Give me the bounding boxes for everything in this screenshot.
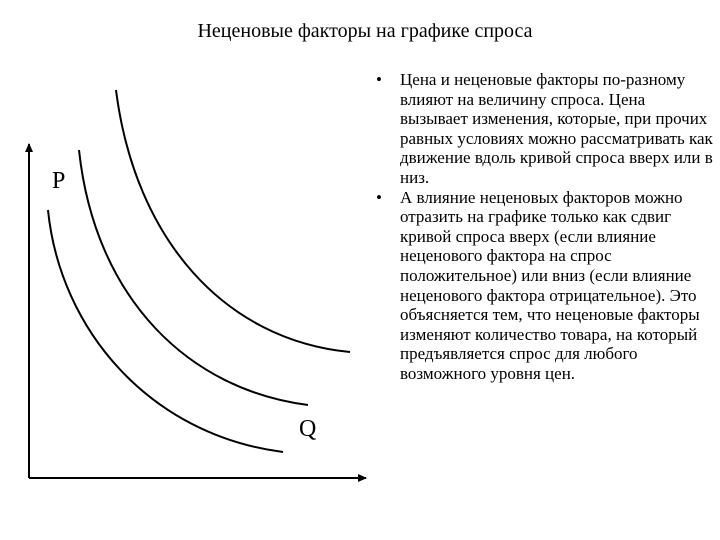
demand-curve-low: [48, 210, 283, 452]
bullet-list: [372, 70, 717, 384]
bullet-item-nonprice: • А влияние неценовых факторов можно отразить на графике только как сдвиг кривой спроса вверх (если влияние неценового фактора на спрос положительное) или вниз (если влияние неценового фактора отрицательное). Это объясняется тем, что неценовые факторы изменяют количество товара, на который предъявляется спрос для любого возможного уровня цен.: [372, 188, 717, 384]
bullet-item-price: • Цена и неценовые факторы по-разному влияют на величину спроса. Цена вызывает изменения, которые, при прочих равных условиях можно рассматривать как движение вдоль кривой спроса вверх или в низ.: [372, 70, 717, 188]
demand-curve-mid: [79, 150, 308, 405]
quantity-axis-label: Q: [299, 416, 317, 442]
demand-curve-high: [116, 90, 350, 352]
price-axis-label: P: [52, 168, 66, 194]
slide-title: Неценовые факторы на графике спроса: [197, 20, 533, 42]
